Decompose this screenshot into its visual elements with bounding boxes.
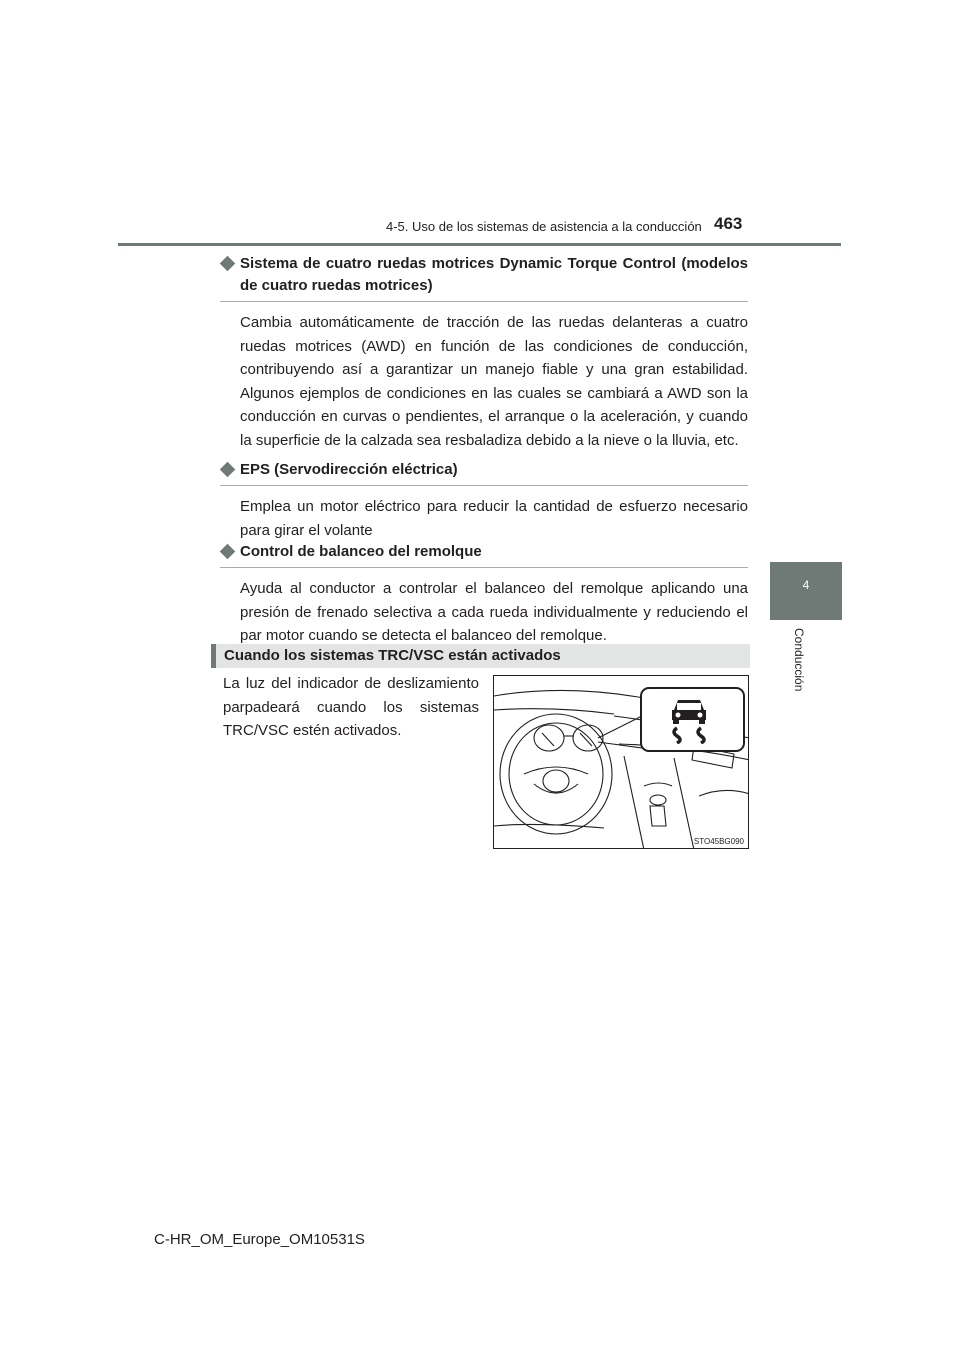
header-rule — [118, 243, 841, 246]
figure-code: STO45BG090 — [693, 837, 744, 846]
indicator-callout — [640, 687, 745, 752]
section-rule — [220, 485, 748, 486]
diamond-bullet-icon — [220, 462, 236, 478]
section-dynamic-torque-control — [220, 253, 748, 452]
header-section-title: 4-5. Uso de los sistemas de asistencia a la conducción — [386, 219, 702, 234]
slip-indicator-icon — [664, 694, 714, 744]
section-body: Emplea un motor eléctrico para reducir la cantidad de esfuerzo necesario para girar el volante — [240, 498, 748, 539]
heading-bar-accent — [211, 644, 216, 668]
subsection-heading-bar — [211, 644, 750, 668]
section-heading-text: EPS (Servodirección eléctrica) — [240, 461, 458, 478]
section-heading — [220, 541, 748, 563]
page-number: 463 — [714, 214, 743, 233]
section-trailer-sway-control — [220, 541, 748, 648]
chapter-label: Conducción — [792, 628, 806, 692]
chapter-tab — [770, 562, 842, 620]
section-heading-text: Control de balanceo del remolque — [240, 543, 482, 560]
dashboard-illustration — [493, 675, 749, 849]
diamond-bullet-icon — [220, 256, 236, 272]
section-rule — [220, 301, 748, 302]
subsection-heading: Cuando los sistemas TRC/VSC están activados — [224, 647, 561, 664]
section-heading — [220, 459, 748, 481]
section-heading — [220, 253, 748, 297]
section-rule — [220, 567, 748, 568]
document-id: C-HR_OM_Europe_OM10531S — [154, 1231, 365, 1248]
section-heading-text: Sistema de cuatro ruedas motrices Dynamic Torque Control (modelos de cuatro ruedas motrices) — [240, 255, 748, 294]
section-body: Cambia automáticamente de tracción de las ruedas delanteras a cuatro ruedas motrices (AWD) en función de las condiciones de conducción, contribuyendo así a garantizar un manejo fiable y una gran estabilidad. Algunos ejemplos de condiciones en las cuales se cambiará a AWD son la conducción en curvas o pendientes, el arranque o la aceleración, y cuando la superficie de la calzada sea resbaladiza debido a la nieve o la lluvia, etc. — [240, 314, 748, 449]
section-eps — [220, 459, 748, 542]
section-body: Ayuda al conductor a controlar el balanceo del remolque aplicando una presión de frenado selectiva a cada rueda individualmente y reduciendo el par motor cuando se detecta el balanceo del remolque. — [240, 580, 748, 644]
diamond-bullet-icon — [220, 544, 236, 560]
chapter-number: 4 — [802, 578, 810, 592]
subsection-body: La luz del indicador de deslizamiento parpadeará cuando los sistemas TRC/VSC estén activados. — [223, 675, 479, 739]
